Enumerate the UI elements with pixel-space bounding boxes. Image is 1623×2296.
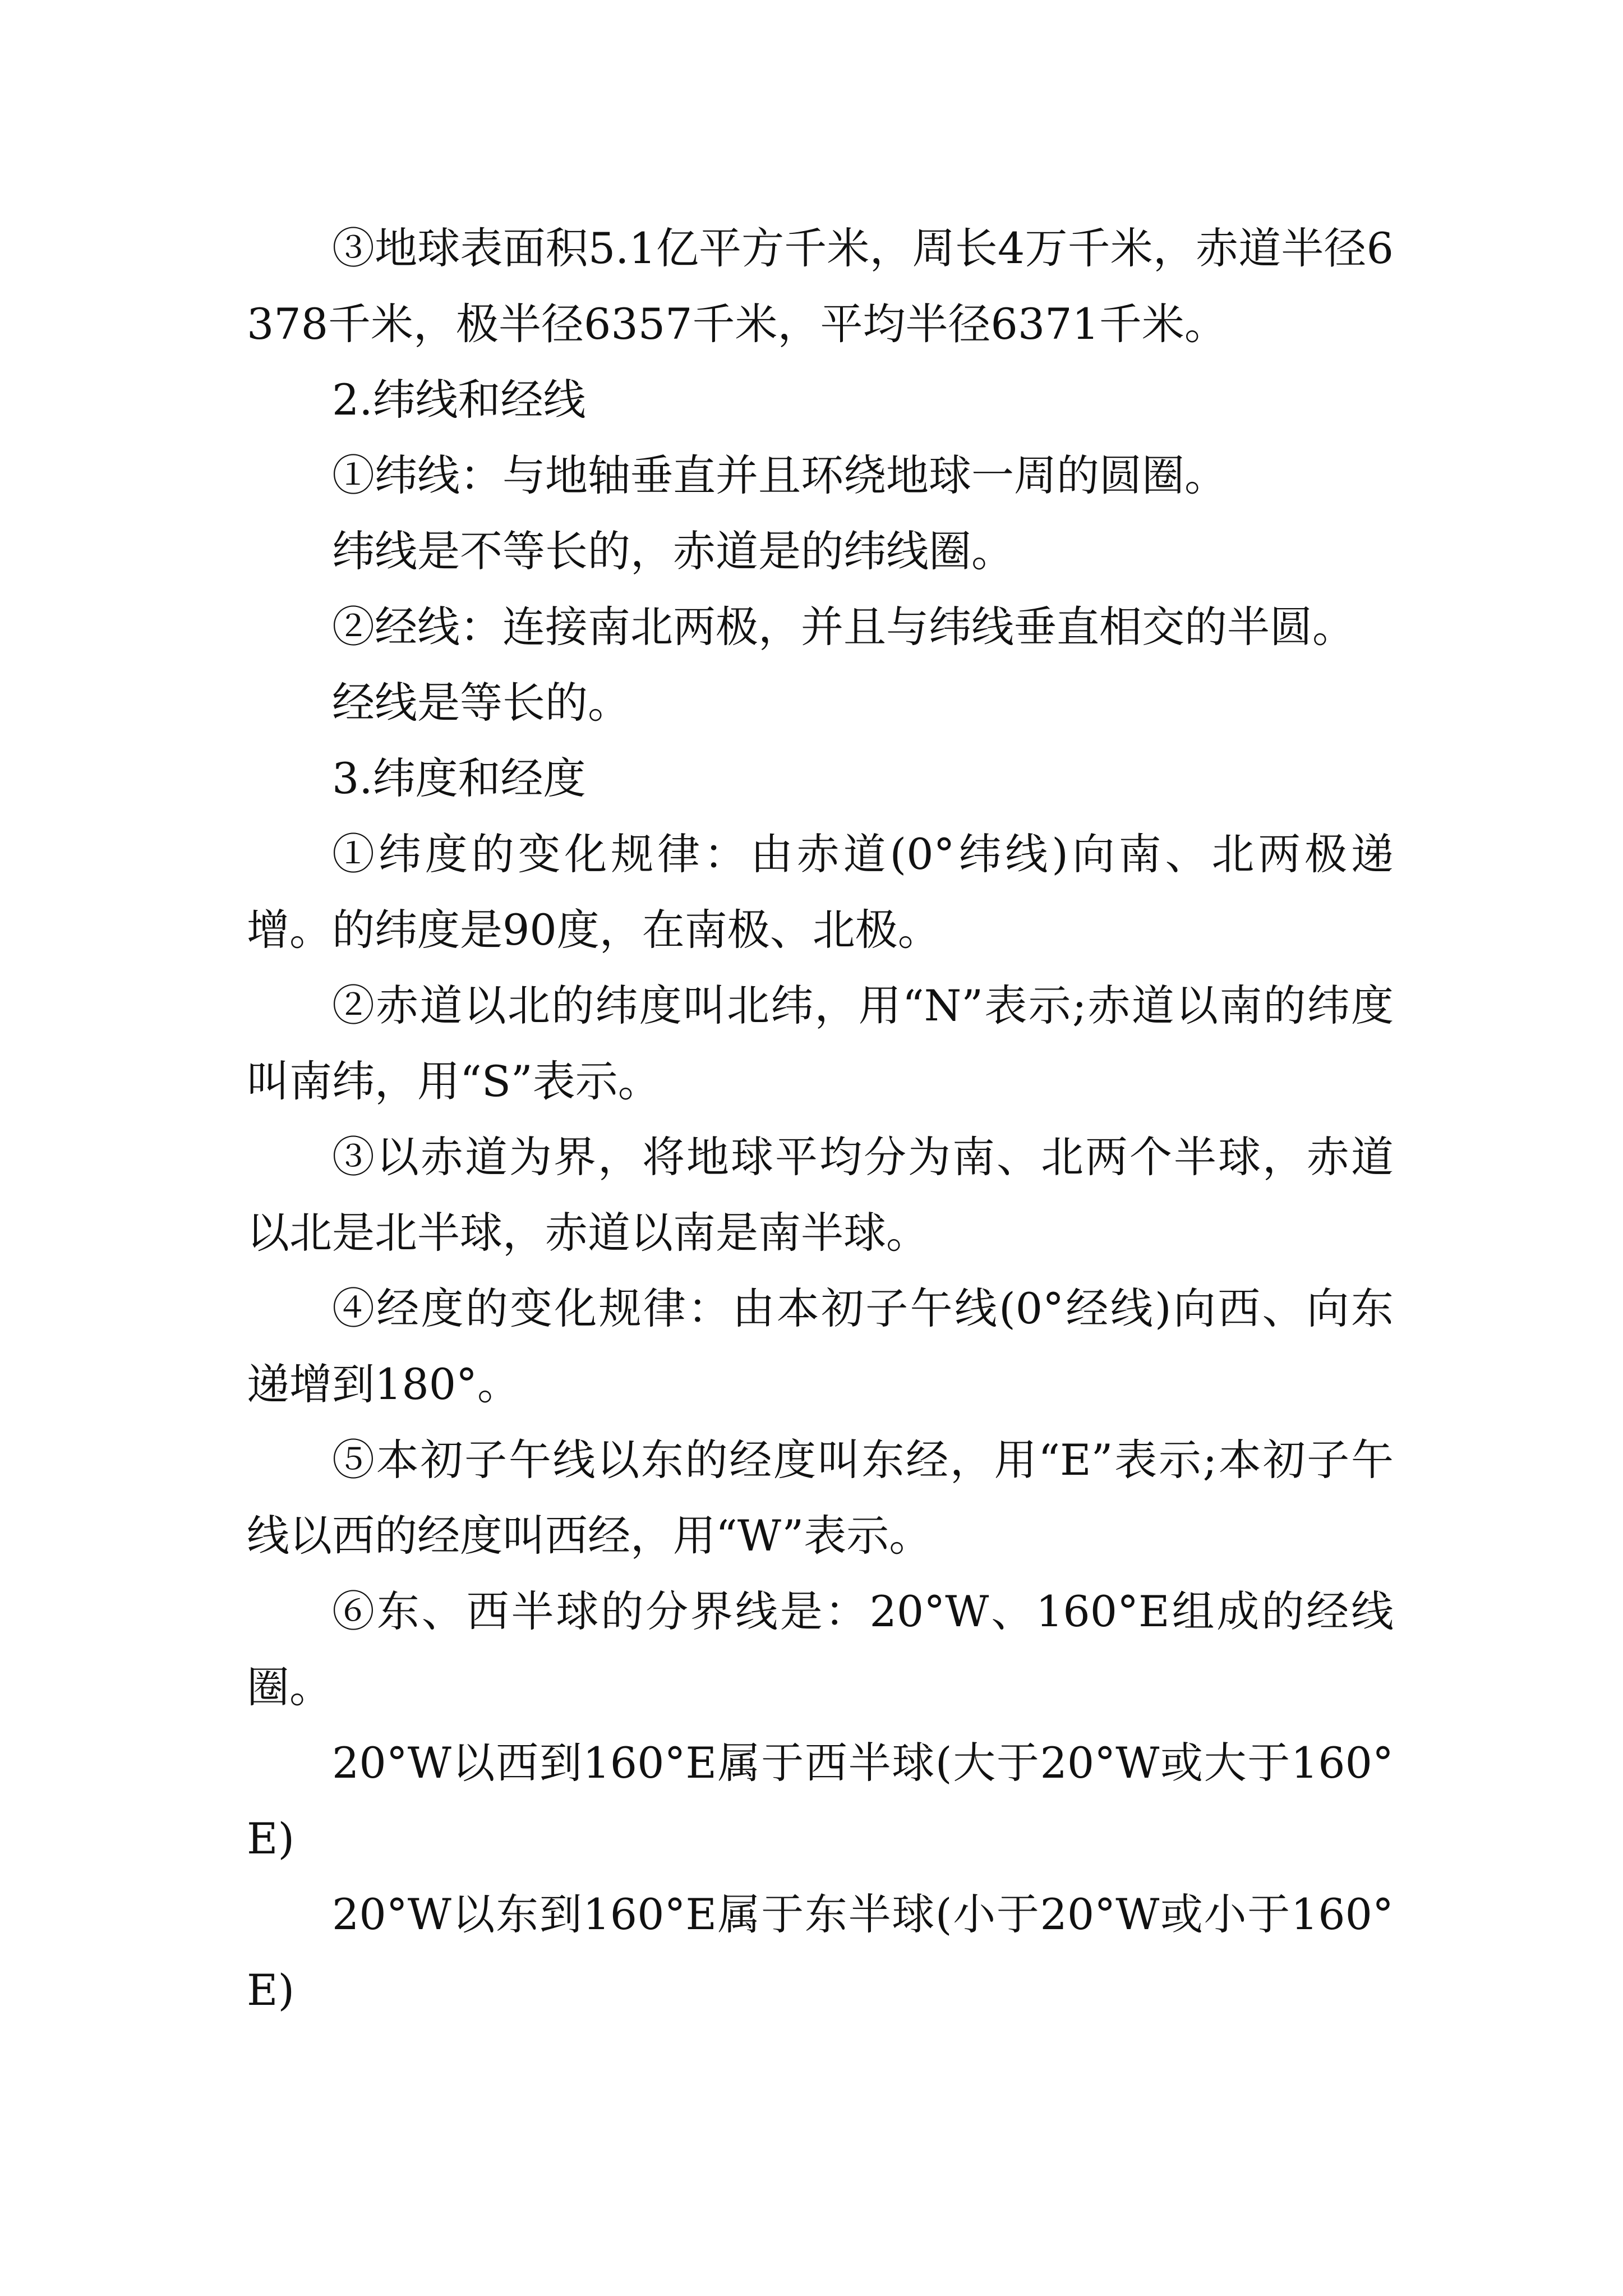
paragraph-latitude-rule: ①纬度的变化规律：由赤道(0°纬线)向南、北两极递增。的纬度是90度，在南极、北极。 [247,829,1394,955]
paragraph-eastern-hemisphere: 20°W以东到160°E属于东半球(小于20°W或小于160°E) [247,1889,1394,2015]
paragraph-north-south-latitude: ②赤道以北的纬度叫北纬，用“N”表示;赤道以南的纬度叫南纬，用“S”表示。 [247,981,1394,1106]
paragraph-earth-size: ③地球表面积5.1亿平方千米，周长4万千米，赤道半径6378千米，极半径6357千米，平均半径6371千米。 [247,223,1394,349]
paragraph-latitude-line-definition: ①纬线：与地轴垂直并且环绕地球一周的圆圈。 [332,450,1227,500]
paragraph-latitude-line-length: 纬线是不等长的，赤道是的纬线圈。 [332,526,1014,576]
paragraph-hemispheres-equator: ③以赤道为界，将地球平均分为南、北两个半球，赤道以北是北半球，赤道以南是南半球。 [247,1132,1394,1258]
paragraph-longitude-line-definition: ②经线：连接南北两极，并且与纬线垂直相交的半圆。 [332,602,1355,652]
paragraph-western-hemisphere: 20°W以西到160°E属于西半球(大于20°W或大于160°E) [247,1738,1394,1864]
paragraph-longitude-rule: ④经度的变化规律：由本初子午线(0°经线)向西、向东递增到180°。 [247,1283,1394,1409]
document-body [247,210,1394,2028]
paragraph-east-west-longitude: ⑤本初子午线以东的经度叫东经，用“E”表示;本初子午线以西的经度叫西经，用“W”表示。 [247,1435,1394,1561]
heading-latitude-longitude: 3.纬度和经度 [332,753,586,803]
paragraph-east-west-boundary: ⑥东、西半球的分界线是：20°W、160°E组成的经线圈。 [247,1586,1394,1712]
paragraph-longitude-line-length: 经线是等长的。 [332,678,630,728]
heading-latitude-longitude-lines: 2.纬线和经线 [332,375,586,425]
